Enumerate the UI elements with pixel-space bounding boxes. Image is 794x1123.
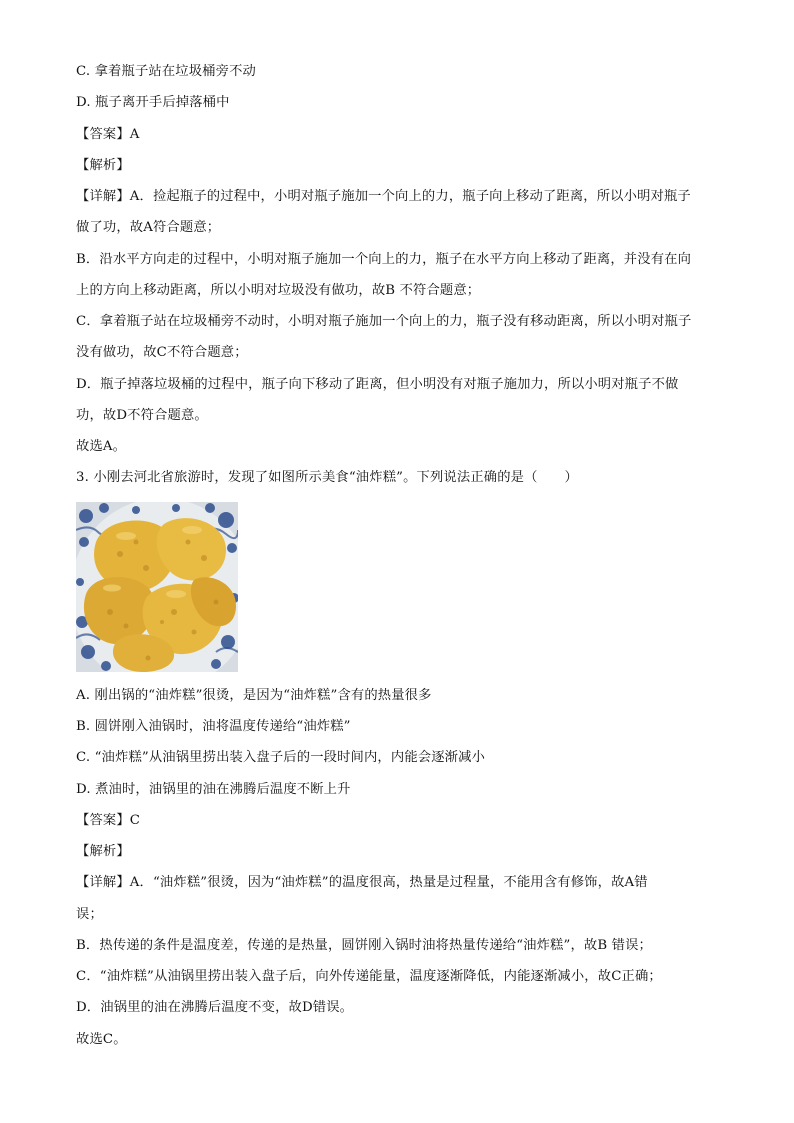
analysis-heading-3: 【解析】 (76, 844, 130, 859)
detail-2-line-7: D．瓶子掉落垃圾桶的过程中，瓶子向下移动了距离，但小明没有对瓶子施加力，所以小明对瓶子不做 (76, 377, 679, 392)
detail-2-line-4: 上的方向上移动距离，所以小明对垃圾没有做功，故B 不符合题意； (76, 283, 481, 298)
detail-2-line-2: 做了功，故A符合题意； (76, 220, 221, 235)
detail-2-line-6: 没有做功，故C不符合题意； (76, 345, 248, 360)
question-3-option-d: D. 煮油时，油锅里的油在沸腾后温度不断上升 (76, 782, 351, 797)
fried-cake-photo (76, 502, 238, 672)
detail-3-line-4: C．“油炸糕”从油锅里捞出装入盘子后，向外传递能量，温度逐渐降低，内能逐渐减小，故C正确； (76, 969, 662, 984)
detail-2-line-1: 【详解】A．捡起瓶子的过程中，小明对瓶子施加一个向上的力，瓶子向上移动了距离，所以小明对瓶子 (76, 189, 691, 204)
detail-2-line-8: 功，故D不符合题意。 (76, 408, 208, 423)
detail-2-line-5: C．拿着瓶子站在垃圾桶旁不动时，小明对瓶子施加一个向上的力，瓶子没有移动距离，所以小明对瓶子 (76, 314, 692, 329)
detail-2-line-3: B．沿水平方向走的过程中，小明对瓶子施加一个向上的力，瓶子在水平方向上移动了距离，并没有在向 (76, 252, 692, 267)
question-3-stem: 3. 小刚去河北省旅游时，发现了如图所示美食“油炸糕”。下列说法正确的是（ ） (76, 470, 578, 485)
detail-3-line-2: 误； (76, 907, 103, 922)
question-3-option-c: C. “油炸糕”从油锅里捞出装入盘子后的一段时间内，内能会逐渐减小 (76, 750, 486, 765)
detail-3-line-3: B．热传递的条件是温度差，传递的是热量，圆饼刚入锅时油将热量传递给“油炸糕”，故B 错误； (76, 938, 652, 953)
answer-2: 【答案】A (76, 127, 140, 142)
option-d-prev: D. 瓶子离开手后掉落桶中 (76, 95, 230, 110)
option-c-prev: C. 拿着瓶子站在垃圾桶旁不动 (76, 64, 256, 79)
answer-3: 【答案】C (76, 813, 141, 828)
detail-3-line-1: 【详解】A．“油炸糕”很烫，因为“油炸糕”的温度很高，热量是过程量，不能用含有修饰，故A错 (76, 875, 648, 890)
conclusion-3: 故选C。 (76, 1032, 127, 1047)
question-3-option-b: B. 圆饼刚入油锅时，油将温度传递给“油炸糕” (76, 719, 351, 734)
conclusion-2: 故选A。 (76, 439, 127, 454)
analysis-heading-2: 【解析】 (76, 158, 130, 173)
detail-3-line-5: D．油锅里的油在沸腾后温度不变，故D错误。 (76, 1000, 354, 1015)
question-3-option-a: A. 刚出锅的“油炸糕”很烫，是因为“油炸糕”含有的热量很多 (76, 688, 432, 703)
